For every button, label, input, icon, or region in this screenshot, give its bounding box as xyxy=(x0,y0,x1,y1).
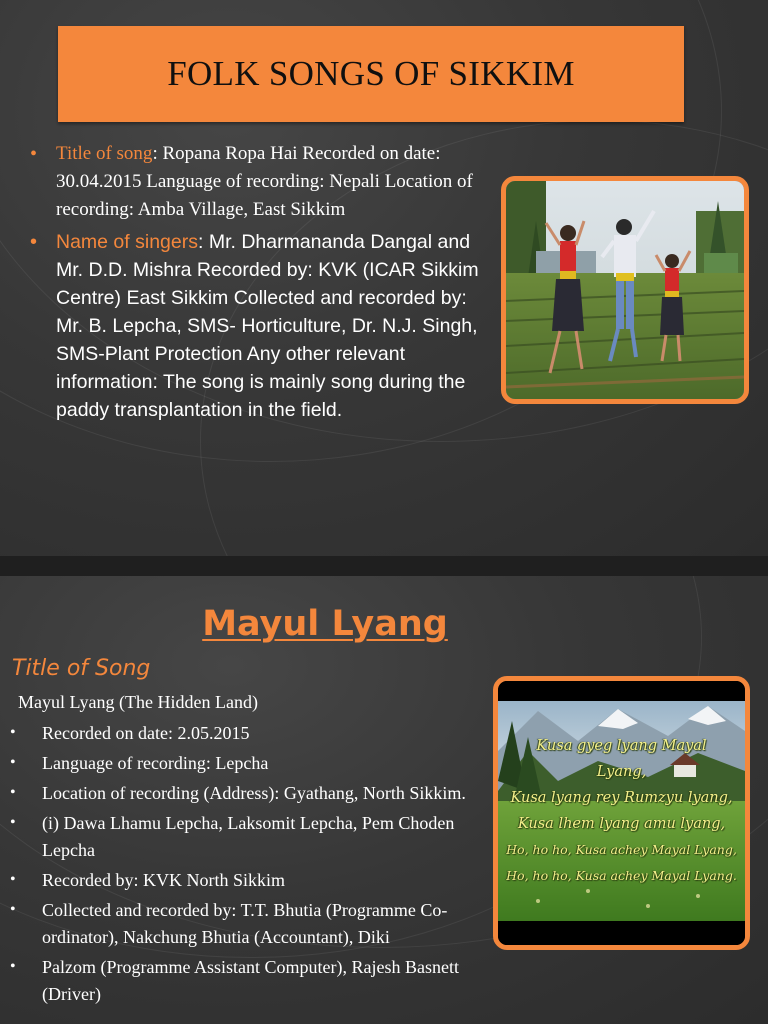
bullet-icon: • xyxy=(10,901,16,918)
bullet-icon: • xyxy=(10,724,16,741)
lyric-line: Kusa gyeg lyang Mayal xyxy=(536,738,707,754)
item-text: Recorded on date: 2.05.2015 xyxy=(42,723,250,743)
lyric-line: Kusa lyang rey Rumzyu lyang, xyxy=(510,790,733,806)
song-title-heading xyxy=(0,604,650,644)
list-item xyxy=(10,867,492,894)
list-item xyxy=(10,750,492,777)
bullet-icon: • xyxy=(30,231,38,253)
bullet-icon: • xyxy=(10,784,16,801)
song-title: Mayul Lyang xyxy=(202,604,448,644)
lyric-line: Ho, ho ho, Kusa achey Mayal Lyang, xyxy=(506,842,737,857)
item-text: Recorded by: KVK North Sikkim xyxy=(42,870,285,890)
bullet-icon: • xyxy=(10,814,16,831)
list-item xyxy=(10,720,492,747)
item-label: Name of singers xyxy=(56,231,198,253)
song-intro: Mayul Lyang (The Hidden Land) xyxy=(18,692,258,712)
bullet-icon: • xyxy=(10,871,16,888)
song-info-list xyxy=(10,720,492,1011)
bullet-icon: • xyxy=(10,958,16,975)
item-text: Language of recording: Lepcha xyxy=(42,753,269,773)
list-item xyxy=(30,228,496,424)
item-text: Palzom (Programme Assistant Computer), Rajesh Basnett (Driver) xyxy=(42,957,459,1004)
item-text: Location of recording (Address): Gyathang, North Sikkim. xyxy=(42,783,466,803)
item-label: Title of song xyxy=(56,143,153,164)
item-text: : Ropana Ropa Hai Recorded on date: 30.04.2015 Language of recording: Nepali Location of recording: Amba Village, East Sikkim xyxy=(56,143,473,220)
bullet-icon: • xyxy=(30,143,38,165)
lyric-line: Lyang, xyxy=(596,764,647,780)
title-banner xyxy=(58,26,684,122)
lyric-line: Ho, ho ho, Kusa achey Mayal Lyang. xyxy=(506,868,737,883)
list-item xyxy=(30,140,496,224)
list-item xyxy=(10,780,492,807)
list-item xyxy=(10,954,492,1008)
item-text: : Mr. Dharmananda Dangal and Mr. D.D. Mishra Recorded by: KVK (ICAR Sikkim Centre) East Sikkim Collected and recorded by: Mr. B. Lepcha, SMS- Horticulture, Dr. N.J. Singh, SMS-Plant Protection Any other relevant information: The song is mainly song during the paddy transplantation in the field. xyxy=(56,231,479,421)
bullet-icon: • xyxy=(10,754,16,771)
item-text: (i) Dawa Lhamu Lepcha, Laksomit Lepcha, Pem Choden Lepcha xyxy=(42,813,455,860)
dancers-photo xyxy=(501,176,749,404)
song-details-list xyxy=(30,140,496,424)
song-lyrics xyxy=(498,733,745,889)
slide-divider xyxy=(0,556,768,576)
list-item xyxy=(10,897,492,951)
item-text: Collected and recorded by: T.T. Bhutia (Programme Co-ordinator), Nakchung Bhutia (Accountant), Diki xyxy=(42,900,448,947)
landscape-lyrics-photo xyxy=(493,676,750,950)
lyric-line: Kusa lhem lyang amu lyang, xyxy=(517,816,726,832)
section-subtitle: Title of Song xyxy=(12,656,151,681)
page-title: FOLK SONGS OF SIKKIM xyxy=(167,54,575,93)
list-item xyxy=(10,810,492,864)
dancers-photo-image xyxy=(506,181,744,399)
